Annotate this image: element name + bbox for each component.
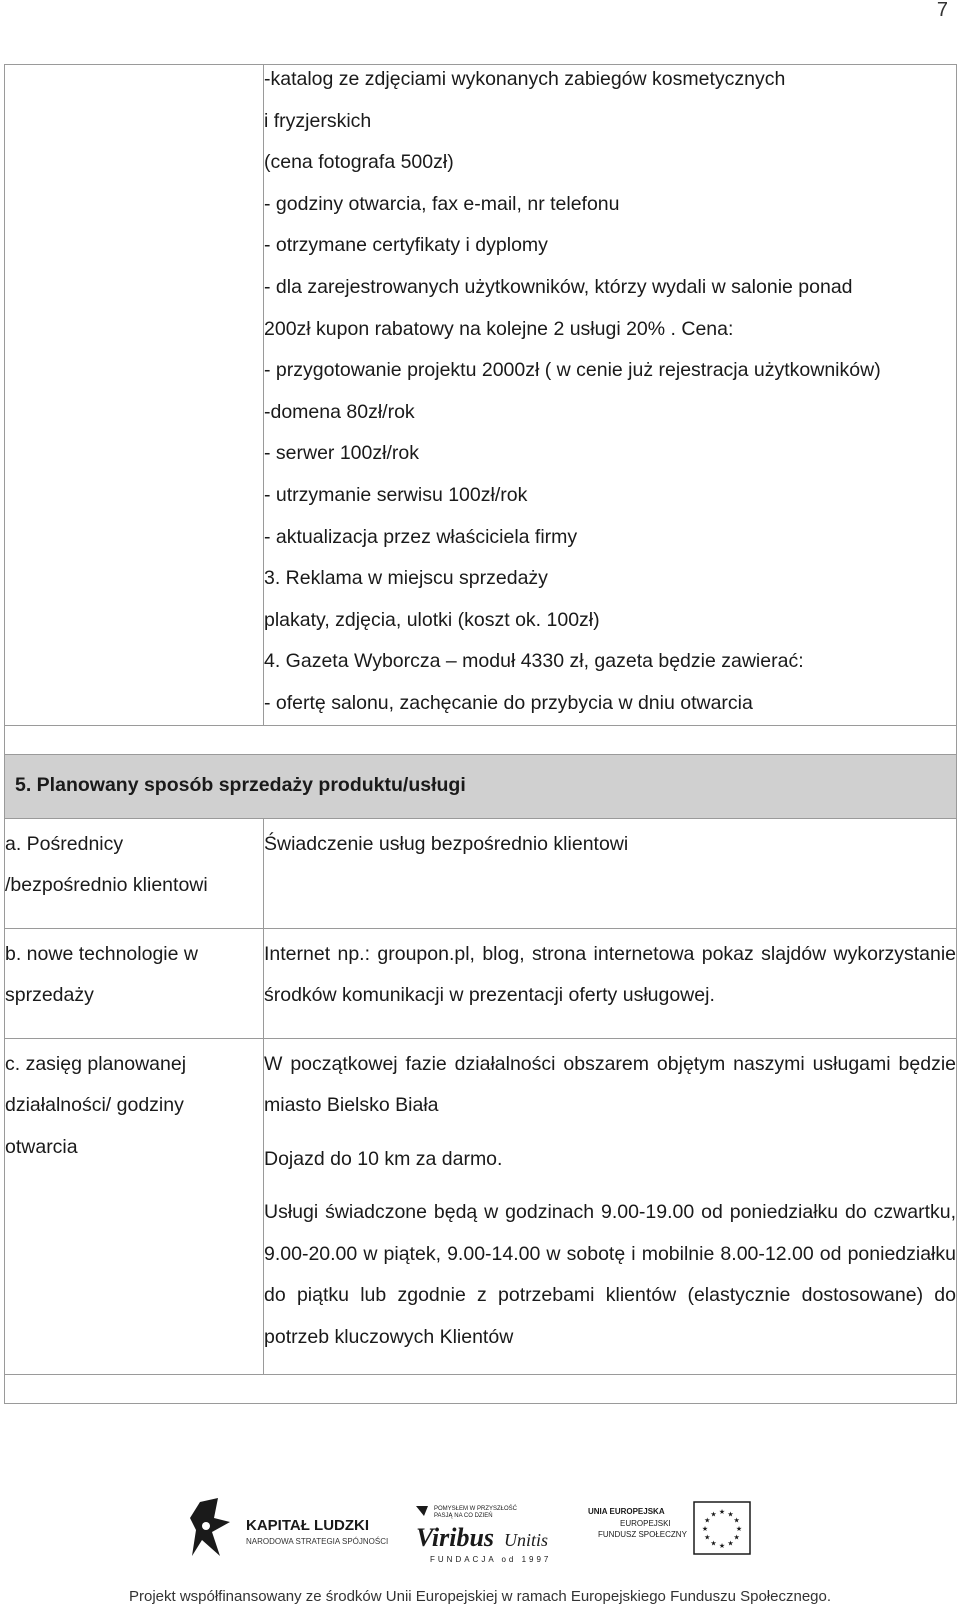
top-block-content — [264, 65, 957, 726]
row-reach — [5, 1038, 957, 1374]
viribus-unitis-logo — [416, 1504, 551, 1564]
top-block-line: 3. Reklama w miejscu sprzedaży — [264, 567, 548, 590]
top-block-list — [264, 59, 956, 725]
top-block-line: - ofertę salonu, zachęcanie do przybycia w dniu otwarcia — [264, 691, 753, 714]
kapital-ludzki-logo — [190, 1498, 388, 1556]
footer-text: Projekt współfinansowany ze środków Unii Europejskiej w ramach Europejskiego Funduszu Społecznego. — [128, 1588, 832, 1605]
eu-star-icon: ★ — [710, 1511, 717, 1519]
row-content-new-tech — [264, 928, 957, 1038]
spacer-row-bottom — [5, 1374, 957, 1403]
top-block-empty-cell — [5, 65, 264, 726]
eu-star-icon: ★ — [735, 1526, 743, 1533]
eu-star-icon: ★ — [733, 1517, 740, 1525]
label-line: b. nowe technologie w — [5, 942, 198, 965]
top-block-line: - dla zarejestrowanych użytkowników, którzy wydali w salonie ponad — [264, 275, 853, 298]
logo-ue-line1: UNIA EUROPEJSKA — [588, 1507, 665, 1516]
eu-star-icon: ★ — [727, 1540, 734, 1548]
kapital-ludzki-emblem — [190, 1498, 230, 1556]
spacer-cell — [5, 725, 957, 754]
logo-vu-sub: FUNDACJA od 1997 — [430, 1555, 552, 1564]
top-block-line: - serwer 100zł/rok — [264, 442, 419, 465]
eu-star-icon: ★ — [704, 1534, 711, 1542]
eu-star-icon: ★ — [701, 1526, 709, 1533]
logo-vu-name2: Unitis — [504, 1530, 549, 1550]
top-block-line: - otrzymane certyfikaty i dyplomy — [264, 234, 548, 257]
label-line: działalności/ godziny — [5, 1094, 184, 1117]
top-block-line: - przygotowanie projektu 2000zł ( w cenie już rejestracja użytkowników) — [264, 359, 881, 382]
eu-logo — [588, 1502, 750, 1554]
top-block-line: i fryzjerskich — [264, 109, 372, 132]
top-block-line: 4. Gazeta Wyborcza – moduł 4330 zł, gazeta będzie zawierać: — [264, 650, 804, 673]
eu-star-icon: ★ — [733, 1534, 740, 1542]
eu-star-icon: ★ — [718, 1509, 726, 1516]
logo-ue-line2: EUROPEJSKI — [620, 1519, 671, 1528]
kapital-ludzki-emblem-dot — [202, 1522, 210, 1530]
top-block-row — [5, 65, 957, 726]
section-header-row — [5, 754, 957, 818]
business-plan-table — [4, 64, 957, 1404]
label-line: a. Pośrednicy — [5, 832, 124, 855]
row-content-reach — [264, 1038, 957, 1374]
eu-star-icon: ★ — [704, 1517, 711, 1525]
top-block-line: - godziny otwarcia, fax e-mail, nr telefonu — [264, 192, 620, 215]
top-block-line: - aktualizacja przez właściciela firmy — [264, 525, 578, 548]
eu-star-icon: ★ — [727, 1511, 734, 1519]
row-label-intermediaries — [5, 818, 264, 928]
row-paragraph: Usługi świadczone będą w godzinach 9.00-19.00 od poniedziałku do czwartku, 9.00-20.00 w piątek, 9.00-14.00 w sobotę i mobilnie 8.00-12.00 od poniedziałku do piątku lub zgodnie z potrzebami klientów (elastycznie dostosowane) do potrzeb kluczowych Klientów — [264, 1201, 956, 1349]
row-intermediaries — [5, 818, 957, 928]
row-paragraph: W początkowej fazie działalności obszarem objętym naszymi usługami będzie miasto Bielsko Biała — [264, 1052, 956, 1117]
spacer-cell — [5, 1374, 957, 1403]
eu-star-icon: ★ — [718, 1543, 726, 1550]
logo-vu-tagline2: PASJĄ NA CO DZIEŃ — [434, 1513, 493, 1519]
label-line: c. zasięg planowanej — [5, 1052, 187, 1075]
row-paragraph: Świadczenie usług bezpośrednio klientowi — [264, 832, 629, 855]
viribus-arrow-icon — [416, 1506, 428, 1516]
top-block-line: -katalog ze zdjęciami wykonanych zabiegów kosmetycznych — [264, 68, 786, 90]
row-label-new-tech — [5, 928, 264, 1038]
logo-kl-title: KAPITAŁ LUDZKI — [246, 1517, 370, 1534]
footer-logos — [190, 1496, 780, 1576]
logo-vu-name1: Viribus — [416, 1523, 495, 1552]
label-line: sprzedaży — [5, 984, 94, 1007]
row-label-reach — [5, 1038, 264, 1374]
label-line: /bezpośrednio klientowi — [5, 874, 208, 897]
label-line: otwarcia — [5, 1135, 78, 1158]
top-block-line: (cena fotografa 500zł) — [264, 151, 454, 174]
row-paragraph: Dojazd do 10 km za darmo. — [264, 1147, 503, 1170]
row-content-intermediaries — [264, 818, 957, 928]
footer — [0, 1496, 960, 1622]
eu-star-icon: ★ — [710, 1540, 717, 1548]
top-block-line: 200zł kupon rabatowy na kolejne 2 usługi 20% . Cena: — [264, 317, 734, 340]
logo-ue-line3: FUNDUSZ SPOŁECZNY — [598, 1530, 687, 1539]
section-title: 5. Planowany sposób sprzedaży produktu/usługi — [5, 754, 957, 818]
row-paragraph: Internet np.: groupon.pl, blog, strona internetowa pokaz slajdów wykorzystanie środków komunikacji w prezentacji oferty usługowej. — [264, 942, 956, 1007]
page-number: 7 — [936, 0, 948, 21]
logo-vu-tagline1: POMYSŁEM W PRZYSZŁOŚĆ — [434, 1506, 518, 1512]
spacer-row — [5, 725, 957, 754]
top-block-line: -domena 80zł/rok — [264, 400, 415, 423]
logo-kl-subtitle: NARODOWA STRATEGIA SPÓJNOŚCI — [246, 1537, 389, 1546]
row-new-tech — [5, 928, 957, 1038]
top-block-line: plakaty, zdjęcia, ulotki (koszt ok. 100zł) — [264, 608, 600, 631]
top-block-line: - utrzymanie serwisu 100zł/rok — [264, 483, 528, 506]
